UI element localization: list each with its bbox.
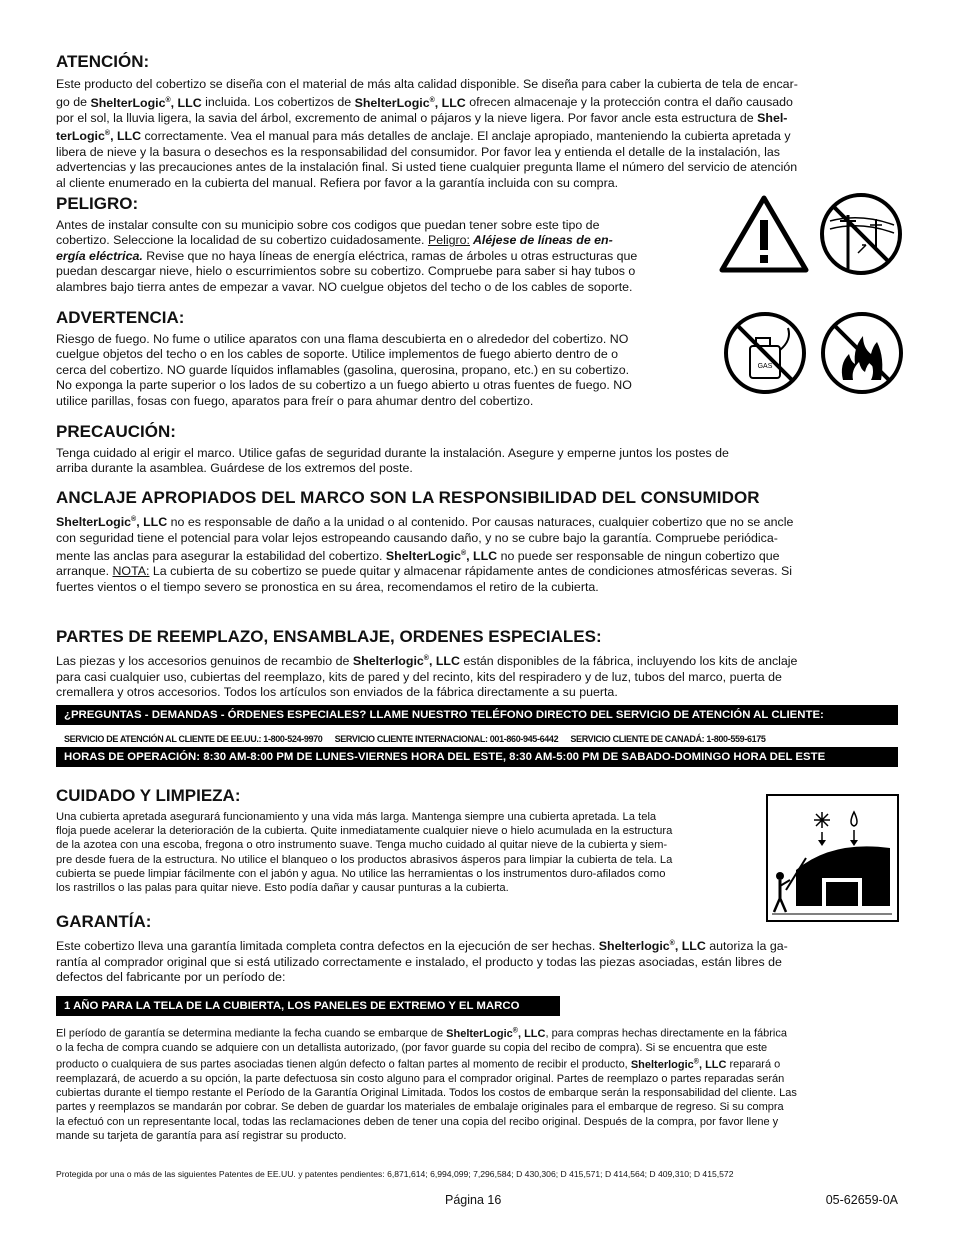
page-number: Página 16 [445, 1193, 502, 1207]
anchoring-heading: ANCLAJE APROPIADOS DEL MARCO SON LA RESPONSIBILIDAD DEL CONSUMIDOR [56, 488, 760, 507]
care-text: Una cubierta apretada asegurará funcionamiento y una vida más larga. Mantenga siempre una cubierta apretada. La tela floja puede acelerar la deterioración de la cubierta. Quite inmediatamente cualquier nieve o hielo acumulada en la estructura de la azotea con una escoba, fregona o otro instrumento suave. Tenga mucho cuidado al quitar nieve de la cubierta y siem- pre desde fuera de la estructura. No utilice el blanqueo o los productos abrasivos ásperos para limpiar la cubierta de tela. La cubierta se puede limpiar fácilmente con el jabón y agua. No utilice las herramientas o los instrumentos duro-afilados como los rastrillos o las palas para quitar nieve. Esto podía dañar y causar punturas a la cubierta. [56, 811, 673, 895]
danger-text: Antes de instalar consulte con su municipio sobre cos codigos que puedan tener sobre este tipo de cobertizo. Seleccione la localidad de su cobertizo cuidadosamente. Peligro: Aléjese de líneas de en- ergía eléctrica. Revise que no haya líneas de energía eléctrica, ramas de árboles u otras estructuras que puedan descargar nieve, hielo o escurrimientos sobre su cobertizo. Compruebe para saber si hay tubos o alambres bajo tierra antes de empezar a vavar. NO cuelgue objetos del techo o de los cables de soporte. [56, 218, 638, 294]
document-code: 05-62659-0A [825, 1193, 898, 1207]
no-fire-icon [819, 310, 905, 396]
warranty-details: El período de garantía se determina mediante la fecha cuando se embarque de ShelterLogic®, LLC, para compras hechas directamente en la fábrica o la fecha de compra cuando se adquiere con un detallista autorizado, (por favor guarde su copia del recibo de compra). Si se encuentra que este producto o cualquiera de sus partes asociadas tienen algún defecto o faltan partes al momento de recibir el producto, Shelterlogic®, LLC reparará o reemplazará, de acuerdo a su opción, la parte defectuosa sin costo alguno para el comprador original. Partes de reemplazo o partes reparadas serán cubiertas durante el tiempo restante el Período de la Garantía Original Limitada. Todos los costos de embarque serán la responsabilidad del cliente. Las partes y reemplazos se mandarán por cobrar. Se deben de guardar los materiales de embalaje originales para el embarque de regreso. Si su compra la efectuó con un representante local, todas las reclamaciones deben de tener una copia del recibo original. Después de la compra, por favor llene y mande su tarjeta de garantía para así registrar su producto. [56, 1027, 797, 1142]
intl-service-phone: SERVICIO CLIENTE INTERNACIONAL: 001-860-945-6442 [334, 734, 559, 744]
caution-heading: PRECAUCIÓN: [56, 422, 176, 441]
patents-note: Protegida por una o más de las siguientes Patentes de EE.UU. y patentes pendientes: 6,871,614; 6,994,099; 7,296,584; D 430,306; D 415,571; D 414,564; D 409,310; D 415,572 [56, 1169, 734, 1179]
no-power-lines-icon [818, 191, 904, 277]
parts-text: Las piezas y los accesorios genuinos de recambio de Shelterlogic®, LLC están disponibles de la fábrica, incluyendo los kits de anclaje para casi cualquier uso, cubiertas del reemplazo, kits de pared y del recinto, kits del respiradero y de luz, tubos del marco, puerta de cremallera y otros accesorios. Todos los artículos son enviados de la fábrica directamente a su puerta. [56, 654, 798, 699]
danger-heading: PELIGRO: [56, 194, 139, 213]
questions-bar: ¿PREGUNTAS - DEMANDAS - ÓRDENES ESPECIALES? LLAME NUESTRO TELÉFONO DIRECTO DEL SERVICIO DE ATENCIÓN AL CLIENTE: [56, 705, 898, 725]
canada-service-phone: SERVICIO CLIENTE DE CANADÁ: 1-800-559-6175 [570, 734, 766, 744]
hours-bar: HORAS DE OPERACIÓN: 8:30 AM-8:00 PM DE LUNES-VIERNES HORA DEL ESTE, 8:30 AM-5:00 PM DE SABADO-DOMINGO HORA DEL ESTE [56, 747, 898, 767]
warranty-heading: GARANTÍA: [56, 912, 152, 931]
anchoring-text: ShelterLogic®, LLC no es responsable de daño a la unidad o al contenido. Por causas naturaces, cualquier cobertizo que no se ancle con seguridad tiene el potencial para volar lejos estropeando causando daño, y no se cubre bajo la garantía. Compruebe periódica- mente las anclas para asegurar la estabilidad del cobertizo. ShelterLogic®, LLC no puede ser responsable de ningun cobertizo que arranque. NOTA: La cubierta de su cobertizo se puede quitar y almacenar rápidamente antes de condiciones atmosféricas severas. Si fuertes vientos o el tiempo severo se pronostica en su área, recomendamos el retiro de la cubierta. [56, 515, 794, 594]
care-heading: CUIDADO Y LIMPIEZA: [56, 786, 241, 805]
warranty-text: Este cobertizo lleva una garantía limitada completa contra defectos en la ejecución de ser hechas. Shelterlogic®, LLC autoriza la ga- rantía al comprador original que si está utilizado correctamente e instalado, el producto y todas las piezas asociadas, están libres de defectos del fabricante por un período de: [56, 939, 788, 984]
caution-text: Tenga cuidado al erigir el marco. Utilice gafas de seguridad durante la instalación. Asegure y emperne juntos los postes de arriba durante la asamblea. Guárdese de los extremos del poste. [56, 446, 729, 476]
snow-removal-illustration [766, 794, 899, 922]
parts-heading: PARTES DE REEMPLAZO, ENSAMBLAJE, ORDENES ESPECIALES: [56, 627, 602, 646]
warranty-term-bar: 1 AÑO PARA LA TELA DE LA CUBIERTA, LOS PANELES DE EXTREMO Y EL MARCO [56, 996, 560, 1016]
warning-heading: ADVERTENCIA: [56, 308, 185, 327]
contact-numbers [64, 734, 776, 744]
attention-heading: ATENCIÓN: [56, 52, 150, 71]
svg-text:GAS: GAS [757, 363, 773, 370]
no-gas-can-icon [722, 310, 808, 396]
warning-text: Riesgo de fuego. No fume o utilice aparatos con una flama descubierta en o alrededor del cobertizo. NO cuelgue objetos del techo o en los cables de soporte. Utilice implementos de fuego abierto dentro de o cerca del cobertizo. NO guarde líquidos inflamables (gasolina, querosina, propano, etc.) en su cobertizo. No exponga la parte superior o los lados de su cobertizo a un fuego abierto u otras fuentes de fuego. NO utilice parillas, fosas con fuego, aparatos para freír o para ahumar dentro del cobertizo. [56, 332, 632, 408]
warning-triangle-icon [718, 194, 810, 274]
attention-text: Este producto del cobertizo se diseña con el material de más alta calidad disponible. Se diseña para caber la cubierta de tela de encar- go de ShelterLogic®, LLC incluida. Los cobertizos de ShelterLogic®, LLC ofrecen almacenaje y la protección contra el daño causado por el sol, la lluvia ligera, la savia del árbol, excremento de animal o pájaros y la nieve ligera. Por favor ancle esta estructura de Shel- terLogic®, LLC correctamente. Vea el manual para más detalles de anclaje. El anclaje apropiado, manteniendo la cubierta apretada y libera de nieve y la basura o desechos es la responsabilidad del consumidor. Por favor lea y entienda el detalle de la instalación, las advertencias y las precauciones antes de la instalación final. Si usted tiene cualquier pregunta llame el número del servicio de atención al cliente enumerado en la cubierta del manual. Refiera por favor a la garantía incluida con su compra. [56, 77, 798, 190]
us-service-phone: SERVICIO DE ATENCIÓN AL CLIENTE DE EE.UU.: 1-800-524-9970 [64, 734, 323, 744]
